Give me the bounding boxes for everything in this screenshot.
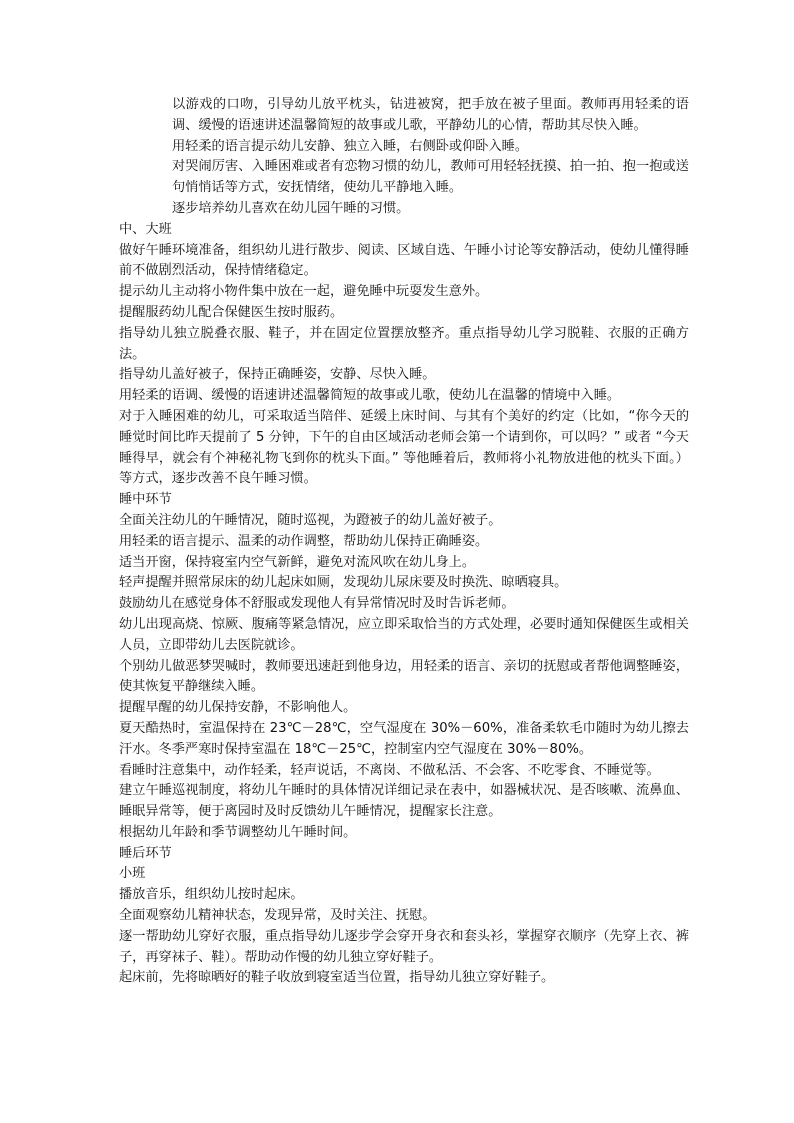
paragraph: 提醒早醒的幼儿保持安静，不影响他人。: [119, 700, 357, 716]
paragraph: 全面关注幼儿的午睡情况，随时巡视，为蹬被子的幼儿盖好被子。: [119, 512, 502, 528]
paragraph: 看睡时注意集中，动作轻柔，轻声说话，不离岗、不做私活、不会客、不吃零食、不睡觉等。: [119, 762, 660, 778]
paragraph: 播放音乐，组织幼儿按时起床。: [119, 887, 304, 903]
paragraph: 逐一帮助幼儿穿好衣服，重点指导幼儿逐步学会穿开身衣和套头衫，掌握穿衣顺序（先穿上衣、裤子，再穿袜子、鞋）。帮助动作慢的幼儿独立穿好鞋子。: [119, 928, 689, 965]
paragraph: 提醒服药幼儿配合保健医生按时服药。: [119, 304, 344, 320]
paragraph: 做好午睡环境准备，组织幼儿进行散步、阅读、区域自选、午睡小讨论等安静活动，使幼儿懂得睡前不做剧烈活动，保持情绪稳定。: [119, 242, 689, 279]
paragraph: 对哭闹厉害、入睡困难或者有恋物习惯的幼儿，教师可用轻轻抚摸、拍一拍、抱一抱或送句悄悄话等方式，安抚情绪，使幼儿平静地入睡。: [172, 159, 689, 196]
paragraph: 建立午睡巡视制度，将幼儿午睡时的具体情况详细记录在表中，如器械状况、是否咳嗽、流鼻血、睡眠异常等，便于离园时及时反馈幼儿午睡情况，提醒家长注意。: [119, 783, 689, 820]
document-body: [119, 95, 689, 989]
paragraph: 鼓励幼儿在感觉身体不舒服或发现他人有异常情况时及时告诉老师。: [119, 596, 515, 612]
paragraph: 以游戏的口吻，引导幼儿放平枕头，钻进被窝，把手放在被子里面。教师再用轻柔的语调、缓慢的语速讲述温馨简短的故事或儿歌，平静幼儿的心情，帮助其尽快入睡。: [172, 97, 689, 133]
paragraph: 全面观察幼儿精神状态，发现异常，及时关注、抚慰。: [119, 908, 436, 924]
paragraph: 指导幼儿盖好被子，保持正确睡姿，安静、尽快入睡。: [119, 367, 436, 383]
paragraph: 个别幼儿做恶梦哭喊时，教师要迅速赶到他身边，用轻柔的语言、亲切的抚慰或者帮他调整睡姿，使其恢复平静继续入睡。: [119, 658, 689, 695]
section-heading-after-sleep: 睡后环节: [119, 845, 172, 861]
paragraph: 指导幼儿独立脱叠衣服、鞋子，并在固定位置摆放整齐。重点指导幼儿学习脱鞋、衣服的正确方法。: [119, 325, 689, 362]
section-heading-mid-large-class: 中、大班: [119, 221, 172, 237]
paragraph: 用轻柔的语调、缓慢的语速讲述温馨简短的故事或儿歌，使幼儿在温馨的情境中入睡。: [119, 388, 621, 404]
paragraph: 提示幼儿主动将小物件集中放在一起，避免睡中玩耍发生意外。: [119, 284, 489, 300]
paragraph: 幼儿出现高烧、惊厥、腹痛等紧急情况，应立即采取恰当的方式处理，必要时通知保健医生或相关人员，立即带幼儿去医院就诊。: [119, 616, 689, 653]
paragraph: 逐步培养幼儿喜欢在幼儿园午睡的习惯。: [172, 200, 410, 216]
paragraph: 适当开窗，保持寝室内空气新鲜，避免对流风吹在幼儿身上。: [119, 554, 476, 570]
paragraph: 用轻柔的语言提示幼儿安静、独立入睡，右侧卧或仰卧入睡。: [172, 138, 529, 154]
paragraph: 根据幼儿年龄和季节调整幼儿午睡时间。: [119, 824, 357, 840]
section-heading-during-sleep: 睡中环节: [119, 492, 172, 508]
paragraph: 夏天酷热时，室温保持在 23℃－28℃，空气湿度在 30%－60%，准备柔软毛巾随时为幼儿擦去汗水。冬季严寒时保持室温在 18℃－25℃，控制室内空气湿度在 30%－80%。: [119, 720, 689, 757]
paragraph: 对于入睡困难的幼儿，可采取适当陪伴、延缓上床时间、与其有个美好的约定（比如，“你今天的睡觉时间比昨天提前了 5 分钟，下午的自由区域活动老师会第一个请到你，可以吗？” 或者 “今天睡得早，就会有个神秘礼物飞到你的枕头下面。” 等他睡着后，教师将小礼物放进他的枕头下面。）等方式，逐步改善不良午睡习惯。: [119, 408, 690, 487]
paragraph: 用轻柔的语言提示、温柔的动作调整，帮助幼儿保持正确睡姿。: [119, 533, 489, 549]
paragraph: 起床前，先将晾晒好的鞋子收放到寝室适当位置，指导幼儿独立穿好鞋子。: [119, 970, 555, 986]
paragraph: 轻声提醒并照常尿床的幼儿起床如厕，发现幼儿尿床要及时换洗、晾晒寝具。: [119, 575, 568, 591]
subheading-small-class: 小班: [119, 866, 146, 882]
